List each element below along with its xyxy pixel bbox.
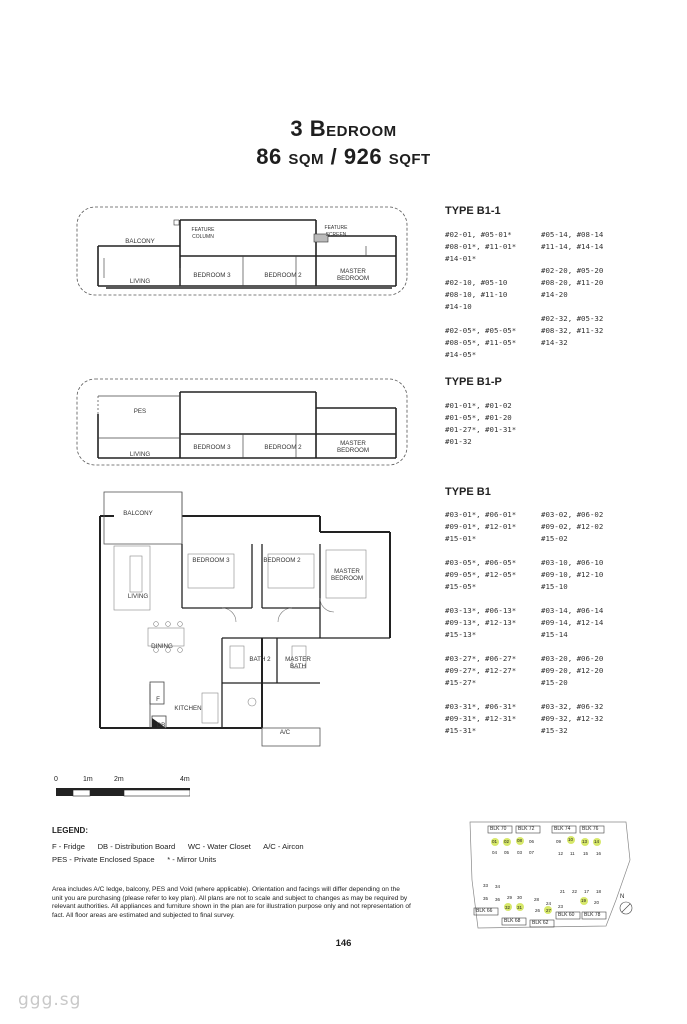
- key-unit: 30: [517, 895, 523, 900]
- plan-b1-drawing: [92, 488, 397, 750]
- key-unit: 22: [572, 889, 578, 894]
- key-unit: 31: [517, 905, 523, 910]
- key-unit: 12: [558, 851, 564, 856]
- key-unit: 24: [546, 901, 552, 906]
- key-north-label: N: [620, 894, 625, 900]
- legend-line-1: F - Fridge DB - Distribution Board WC - Water Closet A/C - Aircon: [52, 842, 304, 851]
- b1-1-balcony-label: BALCONY: [125, 238, 155, 245]
- type-b1-p-units-col1: #01-01*, #01-02 #01-05*, #01-20 #01-27*, #01-31* #01-32: [445, 401, 517, 446]
- b1-1-master-label: MASTER BEDROOM: [337, 268, 369, 282]
- key-blk-68: BLK 68: [504, 918, 521, 924]
- key-unit: 36: [495, 897, 501, 902]
- key-blk-72: BLK 72: [518, 826, 535, 832]
- type-b1-units-col1: #03-01*, #06-01* #09-01*, #12-01* #15-01* #03-05*, #06-05* #09-05*, #12-05* #15-05* #03-13*, #06-13* #09-13*, #12-13* #15-13* #03-27*, #06-27* #09-27*, #12-27* #15-27* #03-31*, #06-31* #09-31*, #12-31* #15-31*: [445, 510, 517, 735]
- key-unit: 16: [596, 851, 602, 856]
- type-b1-1-heading: TYPE B1-1: [445, 205, 501, 217]
- legend-heading: LEGEND:: [52, 826, 88, 835]
- key-unit: 02: [504, 839, 510, 844]
- key-unit: 34: [495, 884, 501, 889]
- b1-1-living-label: LIVING: [129, 278, 151, 285]
- unit-size-title: 86 sqm / 926 sqft: [256, 144, 431, 169]
- key-unit: 26: [535, 908, 541, 913]
- key-unit: 17: [584, 889, 590, 894]
- page-number: 146: [335, 938, 352, 949]
- key-blk-76: BLK 76: [582, 826, 599, 832]
- key-plan-drawing: [466, 820, 646, 932]
- key-unit: 11: [570, 851, 575, 856]
- b1-bedroom3-label: BEDROOM 3: [192, 557, 230, 564]
- key-blk-62: BLK 62: [532, 920, 549, 926]
- key-unit: 14: [594, 839, 600, 844]
- key-unit: 03: [517, 850, 523, 855]
- key-blk-74: BLK 74: [554, 826, 571, 832]
- scale-tick-2m: 2m: [114, 776, 124, 783]
- key-unit: 13: [582, 839, 588, 844]
- key-plan: [466, 820, 646, 932]
- key-unit: 32: [505, 905, 511, 910]
- key-unit: 35: [483, 896, 489, 901]
- b1-p-living-label: LIVING: [129, 451, 151, 458]
- key-unit: 28: [534, 897, 540, 902]
- b1-balcony-label: BALCONY: [123, 510, 153, 517]
- b1-master-label: MASTER BEDROOM: [331, 568, 363, 582]
- b1-p-bedroom2-label: BEDROOM 2: [264, 444, 302, 451]
- type-b1-1-units-col1: #02-01, #05-01* #08-01*, #11-01* #14-01* #02-10, #05-10 #08-10, #11-10 #14-10 #02-05*, #05-05* #08-05*, #11-05* #14-05*: [445, 230, 517, 359]
- scale-bar-graphic: [56, 788, 190, 798]
- key-unit: 27: [546, 908, 552, 913]
- b1-fridge-label: F: [156, 696, 160, 703]
- scale-tick-4m: 4m: [180, 776, 190, 783]
- key-unit: 29: [507, 895, 513, 900]
- type-b1-units-col2: #03-02, #06-02 #09-02, #12-02 #15-02 #03-10, #06-10 #09-10, #12-10 #15-10 #03-14, #06-14 #09-14, #12-14 #15-14 #03-20, #06-20 #09-20, #12-20 #15-20 #03-32, #06-32 #09-32, #12-32 #15-32: [541, 510, 604, 735]
- watermark: ggg.sg: [18, 990, 82, 1010]
- b1-1-bedroom2-label: BEDROOM 2: [264, 272, 302, 279]
- key-blk-78: BLK 78: [584, 912, 601, 918]
- b1-master-bath-label: MASTER BATH: [285, 656, 311, 670]
- key-unit: 10: [568, 837, 574, 842]
- b1-ac-label: A/C: [279, 729, 291, 736]
- legend-line-2: PES - Private Enclosed Space * - Mirror Units: [52, 855, 217, 864]
- key-unit: 15: [583, 851, 589, 856]
- key-blk-70: BLK 70: [490, 826, 507, 832]
- key-unit: 20: [594, 900, 600, 905]
- scale-tick-0: 0: [54, 776, 58, 783]
- b1-dining-label: DINING: [151, 643, 173, 650]
- b1-living-label: LIVING: [127, 593, 149, 600]
- scale-tick-1m: 1m: [83, 776, 93, 783]
- disclaimer-note: Area includes A/C ledge, balcony, PES and Void (where applicable). Orientation and facings will differ depending on the unit you are purchasing (please refer to key plan). All plans are not to scale and subject to changes as may be required by relevant authorities. All appliances and furniture shown in the plan are for illustration purpose only and not representation of fact. All floor areas are estimated and subjected to final survey.: [52, 886, 411, 919]
- type-b1-heading: TYPE B1: [445, 486, 491, 498]
- key-unit: 01: [492, 839, 498, 844]
- b1-p-master-label: MASTER BEDROOM: [337, 440, 369, 454]
- b1-1-feature-column-label: FEATURE COLUMN: [191, 227, 215, 240]
- key-unit: 19: [581, 898, 587, 903]
- key-unit: 18: [596, 889, 602, 894]
- key-unit: 08: [517, 838, 523, 843]
- key-blk-66: BLK 66: [476, 908, 493, 914]
- type-b1-p-heading: TYPE B1-P: [445, 376, 502, 388]
- b1-bath2-label: BATH 2: [249, 656, 271, 663]
- type-b1-1-units-col2: #05-14, #08-14 #11-14, #14-14 #02-20, #05-20 #08-20, #11-20 #14-20 #02-32, #05-32 #08-32, #11-32 #14-32: [541, 230, 604, 347]
- key-unit: 04: [492, 850, 498, 855]
- b1-kitchen-label: KITCHEN: [174, 705, 202, 712]
- key-unit: 05: [504, 850, 510, 855]
- key-unit: 21: [560, 889, 566, 894]
- b1-1-bedroom3-label: BEDROOM 3: [193, 272, 231, 279]
- key-unit: 23: [558, 904, 564, 909]
- b1-db-label: DB: [156, 722, 166, 729]
- key-blk-60: BLK 60: [558, 912, 575, 918]
- plan-b1: [92, 488, 397, 750]
- key-unit: 09: [556, 839, 562, 844]
- b1-p-pes-label: PES: [133, 408, 147, 415]
- b1-p-bedroom3-label: BEDROOM 3: [193, 444, 231, 451]
- unit-type-title: 3 Bedroom: [290, 116, 397, 141]
- key-unit: 33: [483, 883, 489, 888]
- b1-1-feature-screen-label: FEATURE SCREEN: [324, 225, 348, 238]
- b1-bedroom2-label: BEDROOM 2: [263, 557, 301, 564]
- key-unit: 07: [529, 850, 535, 855]
- scale-bar: [52, 776, 202, 802]
- key-unit: 06: [529, 839, 535, 844]
